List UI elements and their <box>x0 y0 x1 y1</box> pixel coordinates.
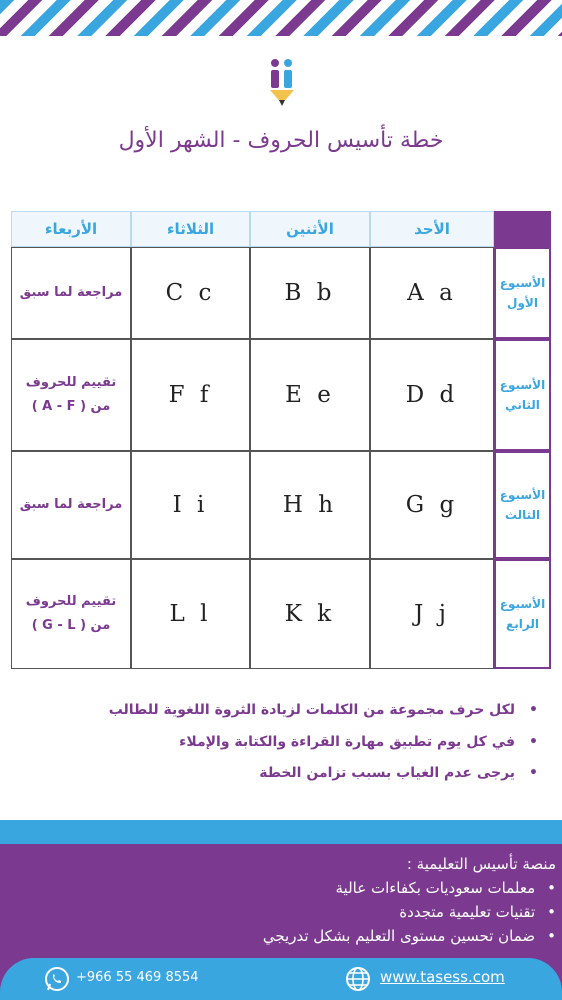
note-item <box>179 734 538 750</box>
week-label-line: الأسبوع <box>499 378 546 392</box>
footer-info <box>263 852 556 948</box>
activity-line: مراجعة لما سبق <box>19 497 123 512</box>
activity-line: مراجعة لما سبق <box>19 285 123 300</box>
phone-number[interactable]: +966 55 469 8554 <box>76 970 199 985</box>
column-header-sunday: الأحد <box>370 211 494 247</box>
note-item <box>109 702 538 718</box>
letter-cell: F f <box>131 339 250 451</box>
letter-cell: J j <box>370 559 494 669</box>
activity-cell <box>11 451 131 559</box>
week-label-line: الأسبوع <box>499 597 546 611</box>
note-text: لكل حرف مجموعة من الكلمات لزيادة الثروة اللغوية للطالب <box>108 702 516 718</box>
letter-cell: A a <box>370 247 494 339</box>
week-label-3 <box>494 451 551 559</box>
footer-point <box>263 924 556 948</box>
whatsapp-icon[interactable] <box>44 966 70 992</box>
letter-cell: G g <box>370 451 494 559</box>
note-text: يرجى عدم الغياب بسبب تزامن الخطة <box>259 765 516 781</box>
footer-heading: منصة تأسيس التعليمية : <box>406 855 556 873</box>
week-label-line: الثاني <box>505 398 540 412</box>
letter-cell: H h <box>250 451 370 559</box>
bullet: • <box>547 879 556 897</box>
note-text: في كل يوم تطبيق مهارة القراءة والكتابة والإملاء <box>179 734 516 750</box>
footer-point-text: تقنيات تعليمية متجددة <box>399 903 536 921</box>
decorative-stripe-top <box>0 0 562 36</box>
website-link[interactable]: www.tasess.com <box>380 968 505 986</box>
letter-cell: I i <box>131 451 250 559</box>
activity-line: من ( A - F ) <box>31 399 111 414</box>
bullet: • <box>529 765 538 781</box>
plan-table <box>11 211 551 669</box>
column-header-wednesday: الأربعاء <box>11 211 131 247</box>
bullet: • <box>529 702 538 718</box>
footer-point <box>263 900 556 924</box>
week-label-line: الثالث <box>504 508 541 522</box>
footer-point-text: معلمات سعوديات بكفاءات عالية <box>335 879 536 897</box>
week-label-2 <box>494 339 551 451</box>
letter-cell: K k <box>250 559 370 669</box>
week-label-1 <box>494 247 551 339</box>
activity-cell <box>11 559 131 669</box>
column-header-monday: الأثنين <box>250 211 370 247</box>
globe-icon <box>345 966 371 992</box>
pencil-logo-icon <box>266 58 298 110</box>
letter-cell: E e <box>250 339 370 451</box>
footer-band <box>0 820 562 844</box>
activity-line: تقييم للحروف <box>25 375 117 390</box>
bullet: • <box>529 734 538 750</box>
bullet: • <box>547 903 556 921</box>
week-label-line: الأسبوع <box>499 488 546 502</box>
letter-cell: L l <box>131 559 250 669</box>
activity-line: من ( G - L ) <box>31 618 111 633</box>
page-title: خطة تأسيس الحروف - الشهر الأول <box>118 128 444 153</box>
week-label-4 <box>494 559 551 669</box>
week-label-line: الأول <box>507 296 538 310</box>
activity-line: تقييم للحروف <box>25 594 117 609</box>
letter-cell: B b <box>250 247 370 339</box>
note-item <box>259 765 538 781</box>
footer-point <box>263 876 556 900</box>
week-label-line: الأسبوع <box>499 276 546 290</box>
week-label-line: الرابع <box>506 617 539 631</box>
activity-cell <box>11 247 131 339</box>
bullet: • <box>547 927 556 945</box>
letter-cell: C c <box>131 247 250 339</box>
table-corner-cell <box>494 211 551 247</box>
footer-point-text: ضمان تحسين مستوى التعليم بشكل تدريجي <box>262 927 536 945</box>
letter-cell: D d <box>370 339 494 451</box>
activity-cell <box>11 339 131 451</box>
column-header-tuesday: الثلاثاء <box>131 211 250 247</box>
